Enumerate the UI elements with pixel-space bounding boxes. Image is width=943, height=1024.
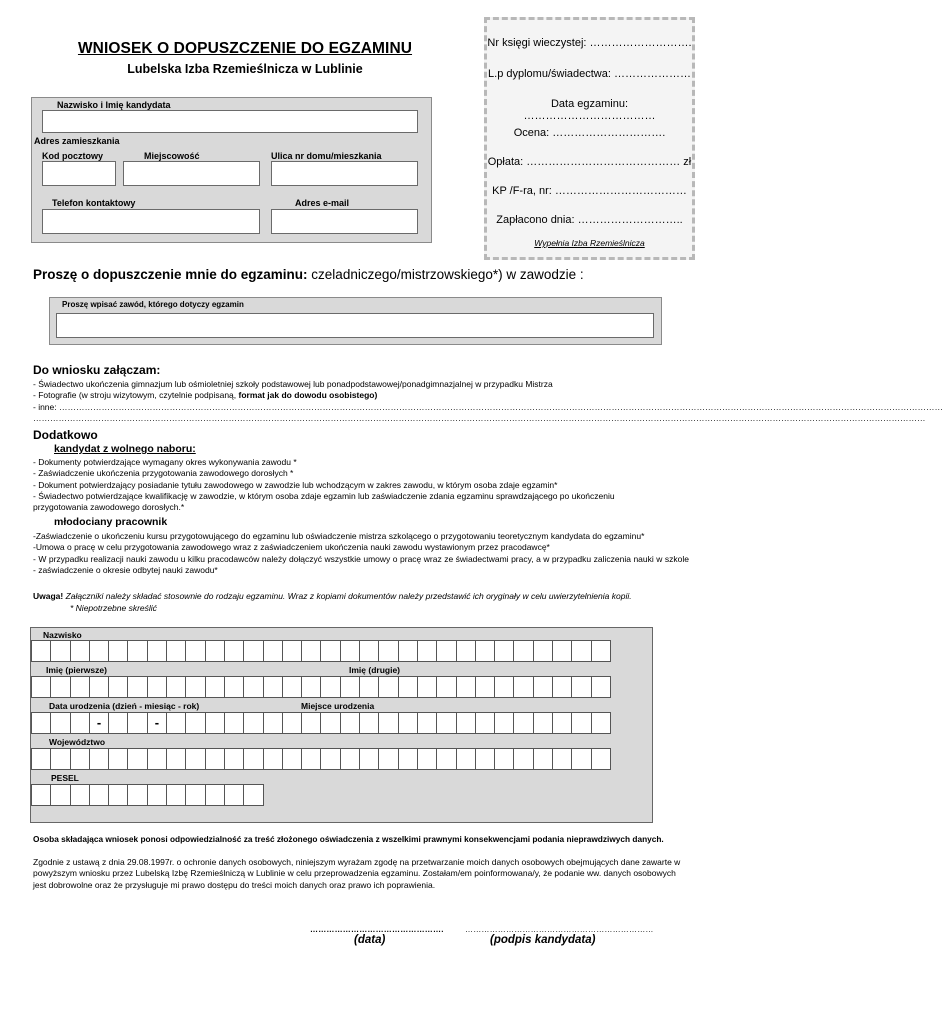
char-cell[interactable] bbox=[398, 748, 418, 770]
char-cell[interactable] bbox=[591, 640, 611, 662]
char-cell[interactable] bbox=[50, 676, 70, 698]
char-cell[interactable] bbox=[282, 640, 302, 662]
office-use-box bbox=[484, 17, 695, 260]
char-cell[interactable] bbox=[89, 748, 109, 770]
char-cell[interactable] bbox=[340, 640, 360, 662]
char-cell[interactable] bbox=[185, 748, 205, 770]
char-cell[interactable] bbox=[205, 676, 225, 698]
email-input[interactable] bbox=[271, 209, 418, 234]
char-cell[interactable] bbox=[494, 712, 514, 734]
phone-label: Telefon kontaktowy bbox=[52, 198, 136, 208]
char-cell[interactable] bbox=[340, 748, 360, 770]
char-cell[interactable] bbox=[224, 712, 244, 734]
char-cell[interactable] bbox=[185, 712, 205, 734]
char-cell[interactable] bbox=[205, 784, 225, 806]
char-cell[interactable] bbox=[475, 712, 495, 734]
exam-request-rest: czeladniczego/mistrzowskiego*) w zawodzie : bbox=[307, 267, 584, 282]
char-cell[interactable] bbox=[70, 640, 90, 662]
grade-line[interactable]: Ocena: …………………………. bbox=[513, 127, 666, 139]
form-subtitle: Lubelska Izba Rzemieślnicza w Lublinie bbox=[127, 62, 363, 76]
char-cell[interactable] bbox=[50, 712, 70, 734]
free-enrolment-heading: kandydat z wolnego naboru: bbox=[54, 443, 196, 455]
footnote: * Niepotrzebne skreślić bbox=[70, 603, 157, 613]
char-cell[interactable] bbox=[89, 784, 109, 806]
first-name-label: Imię (pierwsze) bbox=[46, 665, 107, 675]
attachment-photos-format: format jak do dowodu osobistego) bbox=[238, 390, 378, 401]
attachment-other-line[interactable]: - inne: …………………………………………………………………………………………………………………………………………………………………………………………………………………………………………………………………………………… bbox=[33, 401, 943, 412]
char-cell[interactable] bbox=[475, 748, 495, 770]
char-cell[interactable] bbox=[494, 676, 514, 698]
notice bbox=[33, 591, 693, 602]
char-cell[interactable] bbox=[263, 712, 283, 734]
char-cell[interactable] bbox=[50, 748, 70, 770]
char-cell[interactable] bbox=[456, 676, 476, 698]
char-cell[interactable] bbox=[513, 640, 533, 662]
birth-cells[interactable] bbox=[31, 712, 610, 734]
free-item: - Dokumenty potwierdzające wymagany okres wykonywania zawodu * bbox=[33, 457, 297, 467]
candidate-data-panel bbox=[31, 97, 432, 243]
char-cell[interactable] bbox=[591, 676, 611, 698]
free-item: - Zaświadczenie ukończenia przygotowania zawodowego dorosłych * bbox=[33, 468, 294, 479]
notice-text: Załączniki należy składać stosownie do rodzaju egzaminu. Wraz z kopiami dokumentów należy przedstawić ich oryginały w celu uwierzytelnienia kopii. bbox=[63, 591, 632, 601]
fee-line[interactable]: Opłata: …………………………………… zł bbox=[487, 156, 692, 168]
birth-place-label: Miejsce urodzenia bbox=[301, 701, 375, 711]
free-item: - Świadectwo potwierdzające kwalifikację w zawodzie, w którym osoba zdaje egzamin lub zaświadczenie zdania egzaminu sprawdzającego po ukończeniu przygotowania zawodowego dorosłych.* bbox=[33, 490, 615, 513]
char-cell[interactable] bbox=[205, 748, 225, 770]
young-item: -Zaświadczenie o ukończeniu kursu przygotowującego do egzaminu lub oświadczenie mistrza szkolącego o przygotowaniu teoretycznym kandydata do egzaminu* bbox=[33, 531, 645, 541]
profession-input[interactable] bbox=[56, 313, 654, 338]
char-cell[interactable] bbox=[108, 784, 128, 806]
char-cell[interactable] bbox=[243, 784, 263, 806]
profession-label: Proszę wpisać zawód, którego dotyczy egzamin bbox=[62, 300, 244, 309]
char-cell[interactable] bbox=[282, 748, 302, 770]
char-cell[interactable] bbox=[436, 676, 456, 698]
exam-request bbox=[33, 267, 584, 282]
form-title: WNIOSEK O DOPUSZCZENIE DO EGZAMINU bbox=[77, 40, 413, 57]
city-input[interactable] bbox=[123, 161, 260, 186]
char-cell[interactable] bbox=[320, 640, 340, 662]
char-cell[interactable] bbox=[70, 784, 90, 806]
signature-line[interactable]: …………………………………………………………… bbox=[465, 925, 654, 934]
char-cell[interactable] bbox=[398, 676, 418, 698]
char-cell[interactable] bbox=[378, 676, 398, 698]
char-cell[interactable] bbox=[127, 748, 147, 770]
char-cell[interactable] bbox=[378, 640, 398, 662]
payment-date-line[interactable]: Zapłacono dnia: ……………………….. bbox=[496, 214, 683, 226]
char-cell[interactable] bbox=[147, 748, 167, 770]
char-cell[interactable] bbox=[185, 676, 205, 698]
char-cell[interactable] bbox=[417, 640, 437, 662]
char-cell[interactable] bbox=[147, 640, 167, 662]
birth-date-label: Data urodzenia (dzień - miesiąc - rok) bbox=[49, 701, 200, 711]
young-item: -Umowa o pracę w celu przygotowania zawodowego wraz z zaświadczeniem ukończenia nauki zawodu wystawionym przez pracodawcę* bbox=[33, 542, 550, 553]
char-cell[interactable] bbox=[282, 712, 302, 734]
char-cell[interactable] bbox=[320, 712, 340, 734]
char-cell[interactable] bbox=[166, 640, 186, 662]
char-cell[interactable] bbox=[417, 676, 437, 698]
char-cell[interactable] bbox=[147, 784, 167, 806]
address-label: Adres zamieszkania bbox=[34, 136, 120, 146]
char-cell[interactable] bbox=[108, 676, 128, 698]
char-cell[interactable] bbox=[166, 676, 186, 698]
char-cell[interactable] bbox=[301, 640, 321, 662]
char-cell[interactable] bbox=[243, 712, 263, 734]
responsibility-statement: Osoba składająca wniosek ponosi odpowiedzialność za treść złożonego oświadczenia z wszelkimi prawnymi konsekwencjami podania nieprawdziwych danych. bbox=[33, 834, 664, 844]
receipt-number-line[interactable]: KP /F-ra, nr: ……………………………… bbox=[492, 185, 687, 197]
char-cell[interactable] bbox=[127, 784, 147, 806]
char-cell[interactable] bbox=[398, 712, 418, 734]
char-cell[interactable] bbox=[591, 712, 611, 734]
char-cell[interactable] bbox=[571, 712, 591, 734]
char-cell[interactable] bbox=[533, 712, 553, 734]
land-register-number-line[interactable]: Nr księgi wieczystej: ………………………. bbox=[487, 37, 692, 49]
char-cell[interactable] bbox=[359, 640, 379, 662]
char-cell[interactable] bbox=[166, 748, 186, 770]
char-cell[interactable] bbox=[166, 784, 186, 806]
char-cell[interactable] bbox=[31, 712, 51, 734]
char-cell[interactable] bbox=[436, 748, 456, 770]
street-label: Ulica nr domu/mieszkania bbox=[271, 151, 382, 161]
street-input[interactable] bbox=[271, 161, 418, 186]
char-cell[interactable] bbox=[436, 640, 456, 662]
pesel-cells[interactable] bbox=[31, 784, 263, 806]
date-separator[interactable]: - bbox=[89, 712, 109, 734]
char-cell[interactable] bbox=[243, 640, 263, 662]
city-label: Miejscowość bbox=[144, 151, 200, 161]
char-cell[interactable] bbox=[263, 640, 283, 662]
char-cell[interactable] bbox=[552, 640, 572, 662]
char-cell[interactable] bbox=[513, 676, 533, 698]
notice-label: Uwaga! bbox=[33, 591, 64, 601]
char-cell[interactable] bbox=[533, 748, 553, 770]
candidate-name-label: Nazwisko i Imię kandydata bbox=[57, 100, 171, 110]
char-cell[interactable] bbox=[301, 712, 321, 734]
young-worker-heading: młodociany pracownik bbox=[54, 516, 168, 528]
char-cell[interactable] bbox=[398, 640, 418, 662]
char-cell[interactable] bbox=[50, 784, 70, 806]
char-cell[interactable] bbox=[89, 640, 109, 662]
char-cell[interactable] bbox=[456, 640, 476, 662]
attachment-certificate: - Świadectwo ukończenia gimnazjum lub ośmioletniej szkoły podstawowej lub ponadpodstawowej/ponadgimnazjalnej w przypadku Mistrza bbox=[33, 379, 553, 389]
char-cell[interactable] bbox=[50, 640, 70, 662]
char-cell[interactable] bbox=[224, 640, 244, 662]
char-cell[interactable] bbox=[494, 748, 514, 770]
char-cell[interactable] bbox=[301, 676, 321, 698]
char-cell[interactable] bbox=[243, 748, 263, 770]
char-cell[interactable] bbox=[263, 676, 283, 698]
char-cell[interactable] bbox=[301, 748, 321, 770]
free-enrolment-list bbox=[33, 457, 693, 513]
pesel-label: PESEL bbox=[51, 773, 79, 783]
char-cell[interactable] bbox=[31, 748, 51, 770]
char-cell[interactable] bbox=[513, 712, 533, 734]
char-cell[interactable] bbox=[417, 748, 437, 770]
char-cell[interactable] bbox=[571, 748, 591, 770]
char-cell[interactable] bbox=[456, 748, 476, 770]
email-label: Adres e-mail bbox=[295, 198, 350, 208]
date-line[interactable]: …………………………………………. bbox=[310, 925, 444, 934]
char-cell[interactable] bbox=[571, 676, 591, 698]
additional-heading: Dodatkowo bbox=[33, 428, 98, 442]
char-cell[interactable] bbox=[340, 712, 360, 734]
char-cell[interactable] bbox=[456, 712, 476, 734]
exam-date-line[interactable]: Data egzaminu: ……………………………… bbox=[523, 98, 656, 122]
char-cell[interactable] bbox=[224, 784, 244, 806]
attachment-other-line-2[interactable]: ……………………………………………………………………………………………………………………………………………………………………………………………………………………………………………………………………………………… bbox=[33, 412, 926, 423]
candidate-name-input[interactable] bbox=[42, 110, 418, 133]
young-item: - W przypadku realizacji nauki zawodu u kilku pracodawców należy dołączyć wszystkie umowy o pracę wraz ze świadectwami pracy, a w przypadku zaliczenia nauki w szkole - zaświadczenie o okresie odbytej nauki zawodu* bbox=[33, 553, 689, 575]
free-item: - Dokument potwierdzający posiadanie tytułu zawodowego w zawodzie lub wchodzącym w zakres zawodu, w którym osoba zdaje egzamin* bbox=[33, 479, 558, 490]
signature-label: (podpis kandydata) bbox=[490, 934, 596, 946]
char-cell[interactable] bbox=[108, 712, 128, 734]
diploma-number-line[interactable]: L.p dyplomu/świadectwa: ………………… bbox=[488, 68, 691, 80]
char-cell[interactable] bbox=[166, 712, 186, 734]
char-cell[interactable] bbox=[89, 676, 109, 698]
province-cells[interactable] bbox=[31, 748, 610, 770]
surname-label: Nazwisko bbox=[43, 630, 82, 640]
char-cell[interactable] bbox=[185, 640, 205, 662]
char-cell[interactable] bbox=[359, 676, 379, 698]
char-cell[interactable] bbox=[494, 640, 514, 662]
char-cell[interactable] bbox=[533, 640, 553, 662]
char-cell[interactable] bbox=[31, 640, 51, 662]
personal-data-grid bbox=[30, 627, 653, 823]
char-cell[interactable] bbox=[31, 784, 51, 806]
char-cell[interactable] bbox=[70, 712, 90, 734]
province-label: Województwo bbox=[49, 737, 106, 747]
char-cell[interactable] bbox=[552, 712, 572, 734]
char-cell[interactable] bbox=[108, 640, 128, 662]
char-cell[interactable] bbox=[320, 748, 340, 770]
char-cell[interactable] bbox=[31, 676, 51, 698]
exam-request-lead: Proszę o dopuszczenie mnie do egzaminu: bbox=[33, 267, 308, 282]
postal-code-label: Kod pocztowy bbox=[42, 151, 103, 161]
names-cells[interactable] bbox=[31, 676, 610, 698]
date-separator[interactable]: - bbox=[147, 712, 167, 734]
char-cell[interactable] bbox=[417, 712, 437, 734]
char-cell[interactable] bbox=[475, 676, 495, 698]
char-cell[interactable] bbox=[359, 712, 379, 734]
char-cell[interactable] bbox=[359, 748, 379, 770]
char-cell[interactable] bbox=[378, 748, 398, 770]
char-cell[interactable] bbox=[127, 640, 147, 662]
attachments-list bbox=[33, 379, 943, 424]
char-cell[interactable] bbox=[205, 640, 225, 662]
date-label: (data) bbox=[354, 934, 386, 946]
char-cell[interactable] bbox=[552, 748, 572, 770]
char-cell[interactable] bbox=[513, 748, 533, 770]
char-cell[interactable] bbox=[282, 676, 302, 698]
phone-input[interactable] bbox=[42, 209, 260, 234]
attachment-photos-text: - Fotografie (w stroju wizytowym, czytelnie podpisaną, bbox=[33, 390, 239, 401]
char-cell[interactable] bbox=[436, 712, 456, 734]
char-cell[interactable] bbox=[340, 676, 360, 698]
profession-panel bbox=[49, 297, 662, 345]
char-cell[interactable] bbox=[533, 676, 553, 698]
char-cell[interactable] bbox=[205, 712, 225, 734]
char-cell[interactable] bbox=[552, 676, 572, 698]
char-cell[interactable] bbox=[243, 676, 263, 698]
second-name-label: Imię (drugie) bbox=[349, 665, 401, 675]
char-cell[interactable] bbox=[571, 640, 591, 662]
char-cell[interactable] bbox=[224, 748, 244, 770]
char-cell[interactable] bbox=[70, 748, 90, 770]
char-cell[interactable] bbox=[185, 784, 205, 806]
office-use-note: Wypełnia Izba Rzemieślnicza bbox=[534, 238, 645, 248]
data-consent: Zgodnie z ustawą z dnia 29.08.1997r. o ochronie danych osobowych, niniejszym wyrażam zgodę na przetwarzanie moich danych osobowych obejmujących dane zawarte w powyższym wniosku przez Lubelską Izbę Rzemieślniczą w Lublinie w celu przeprowadzenia egzaminu. Zostałam/em poinformowana/y, że podanie ww. danych osobowych jest dobrowolne oraz że przysługuje mi prawo dostępu do treści moich danych oraz prawo ich poprawienia. bbox=[33, 857, 681, 890]
young-worker-list bbox=[33, 531, 689, 576]
attachments-heading: Do wniosku załączam: bbox=[33, 363, 161, 377]
attachment-photos bbox=[33, 390, 693, 401]
char-cell[interactable] bbox=[70, 676, 90, 698]
char-cell[interactable] bbox=[127, 712, 147, 734]
char-cell[interactable] bbox=[108, 748, 128, 770]
char-cell[interactable] bbox=[147, 676, 167, 698]
char-cell[interactable] bbox=[224, 676, 244, 698]
char-cell[interactable] bbox=[475, 640, 495, 662]
surname-cells[interactable] bbox=[31, 640, 610, 662]
char-cell[interactable] bbox=[320, 676, 340, 698]
postal-code-input[interactable] bbox=[42, 161, 116, 186]
char-cell[interactable] bbox=[263, 748, 283, 770]
char-cell[interactable] bbox=[127, 676, 147, 698]
char-cell[interactable] bbox=[591, 748, 611, 770]
char-cell[interactable] bbox=[378, 712, 398, 734]
